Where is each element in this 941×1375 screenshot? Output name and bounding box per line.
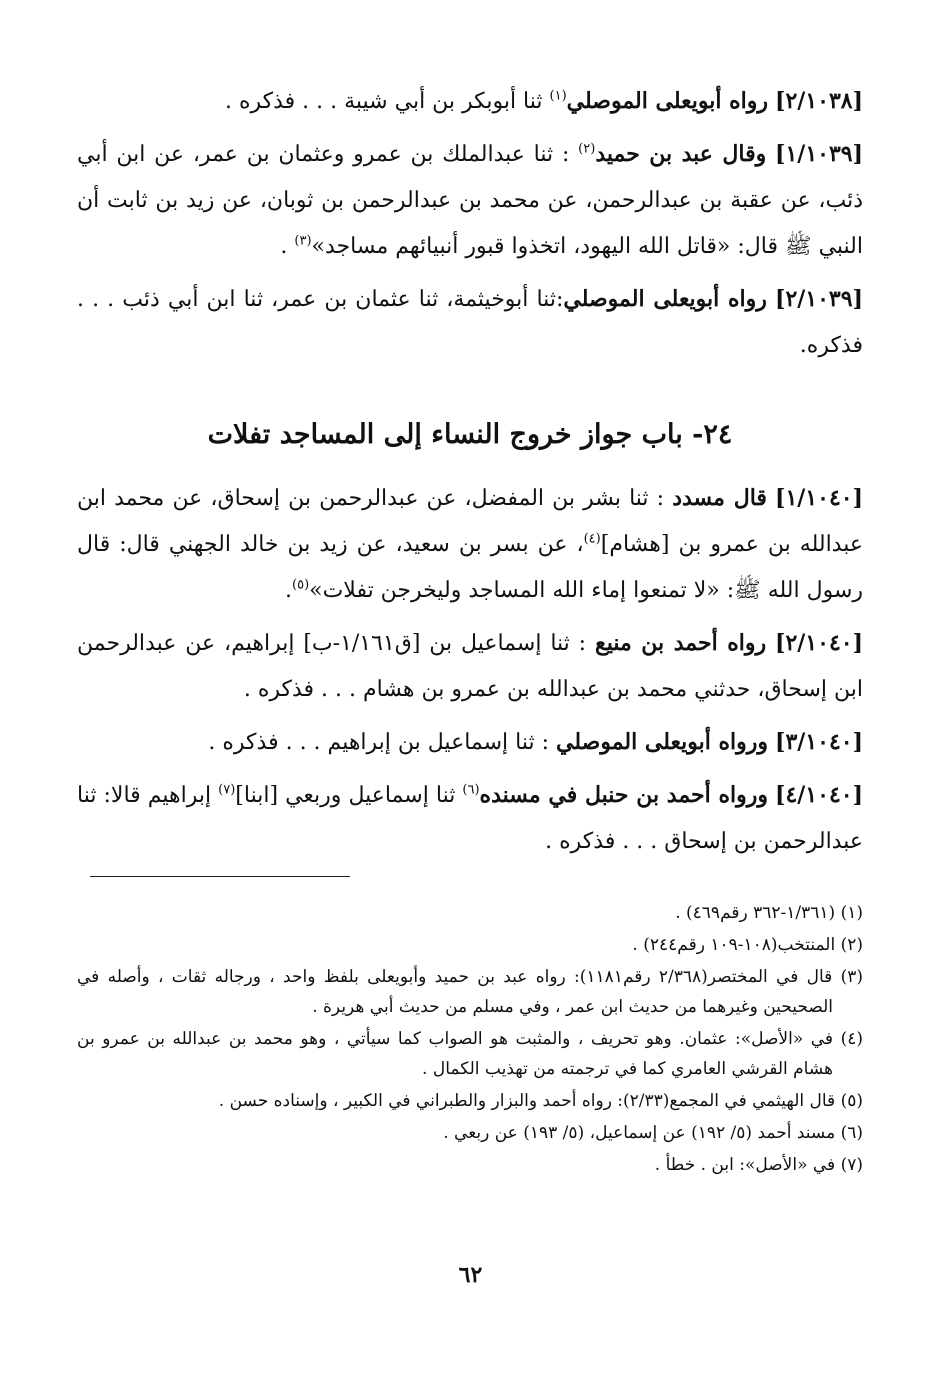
entry-text: : ثنا بشر بن المفضل، عن عبدالرحمن بن إسحاق، عن محمد ابن عبدالله بن عمرو بن [هشام] (77, 486, 863, 557)
footnote-ref[interactable]: (٥) (292, 577, 310, 593)
entry-text-continued: ثنا إسماعيل وربعي [ابنا] (235, 783, 463, 808)
footnote-7: (٧) في «الأصل»: ابن . خطأ . (654, 1155, 863, 1175)
chapter-title: ٢٤- باب جواز خروج النساء إلى المساجد تفلات (207, 419, 733, 450)
entry-text: :ثنا أبوخيثمة، ثنا عثمان بن عمر، ثنا ابن أبي ذئب . . . فذكره. (77, 287, 863, 358)
footnote-6: (٦) مسند أحمد (٥/ ١٩٢) عن إسماعيل، (٥/ ١٩٣) عن ربعي . (443, 1123, 863, 1143)
entry-number: [١/١٠٣٩] (775, 141, 864, 167)
entry-number: [٢/١٠٣٩] (775, 286, 863, 312)
footnote-ref[interactable]: (٦) (462, 782, 480, 798)
entry-text-continued: ، عن بسر بن سعيد، عن زيد بن خالد الجهني قال: قال رسول الله ﷺ: «لا تمنعوا إماء الله المساجد وليخرجن تفلات» (77, 532, 863, 603)
entry-source: ورواه أبويعلى الموصلي (556, 729, 769, 755)
footnotes (77, 898, 863, 1182)
footnote-ref[interactable]: (٢) (578, 141, 596, 157)
entry-tail: . (280, 234, 295, 259)
entry-text: : ثنا عبدالملك بن عمرو وعثمان بن عمر، عن ابن أبي ذئب، عن عقبة بن عبدالرحمن، عن محمد بن عبدالرحمن بن ثوبان، عن زيد بن ثابت أن النبي ﷺ قال: «قاتل الله اليهود، اتخذوا قبور أنبيائهم مساجد» (77, 142, 863, 259)
hadith-entry-1039-2 (77, 276, 863, 369)
entry-source: ورواه أحمد بن حنبل في مسنده (479, 782, 768, 808)
entry-text: : ثنا إسماعيل بن إبراهيم . . . فذكره . (208, 730, 557, 755)
footnote-5: (٥) قال الهيثمي في المجمع(٢/٣٣): رواه أحمد والبزار والطبراني في الكبير ، وإسناده حسن . (218, 1091, 863, 1111)
page-body (77, 78, 863, 871)
entry-number: [٤/١٠٤٠] (775, 782, 863, 808)
entry-number: [٣/١٠٤٠] (775, 729, 863, 755)
footnote-separator (90, 876, 350, 877)
hadith-entry-1039-1 (77, 131, 863, 270)
footnote-1: (١) (١/٣٦١-٣٦٢ رقم٤٦٩) . (675, 903, 863, 923)
entry-source: رواه أبويعلى الموصلي (566, 88, 769, 114)
page-number: ٦٢ (458, 1262, 483, 1288)
hadith-entry-1040-3 (77, 719, 863, 766)
entry-number: [١/١٠٤٠] (775, 485, 863, 511)
footnote-ref[interactable]: (١) (549, 88, 567, 104)
hadith-entry-1038-2 (77, 78, 863, 125)
entry-source: قال مسدد (672, 485, 767, 511)
entry-tail: إبراهيم قالا: ثنا عبدالرحمن بن إسحاق . . . فذكره . (77, 783, 863, 854)
footnote-3: (٣) قال في المختصر(٢/٣٦٨ رقم١١٨١): رواه عبد بن حميد وأبويعلى بلفظ واحد ، ورجاله ثقات ، وأصله في الصحيحين وغيرهما من حديث ابن عمر ، وفي مسلم من حديث أبي هريرة . (77, 967, 863, 1017)
entry-text: ثنا أبوبكر بن أبي شيبة . . . فذكره . (224, 89, 550, 114)
entry-tail: . (285, 578, 292, 603)
hadith-entry-1040-1 (77, 475, 863, 614)
entry-number: [٢/١٠٣٨] (775, 88, 863, 114)
entry-text: : ثنا إسماعيل بن [ق١/١٦١-ب] إبراهيم، عن عبدالرحمن ابن إسحاق، حدثني محمد بن عبدالله بن عمرو بن هشام . . . فذكره . (77, 631, 863, 702)
footnote-ref[interactable]: (٣) (294, 233, 312, 249)
footnote-2: (٢) المنتخب(١٠٨-١٠٩ رقم٢٤٤) . (632, 935, 863, 955)
entry-source: رواه أبويعلى الموصلي (563, 286, 767, 312)
footnote-4: (٤) في «الأصل»: عثمان. وهو تحريف ، والمثبت هو الصواب كما سيأتي ، وهو محمد بن عبدالله بن عمرو بن هشام القرشي العامري كما في ترجمته من تهذيب الكمال . (77, 1029, 863, 1079)
hadith-entry-1040-2 (77, 620, 863, 713)
footnote-ref[interactable]: (٧) (218, 782, 236, 798)
footnote-ref[interactable]: (٤) (583, 531, 601, 547)
entry-number: [٢/١٠٤٠] (775, 630, 863, 656)
entry-source: رواه أحمد بن منيع (594, 630, 767, 656)
entry-source: وقال عبد بن حميد (595, 141, 767, 167)
hadith-entry-1040-4 (77, 772, 863, 865)
